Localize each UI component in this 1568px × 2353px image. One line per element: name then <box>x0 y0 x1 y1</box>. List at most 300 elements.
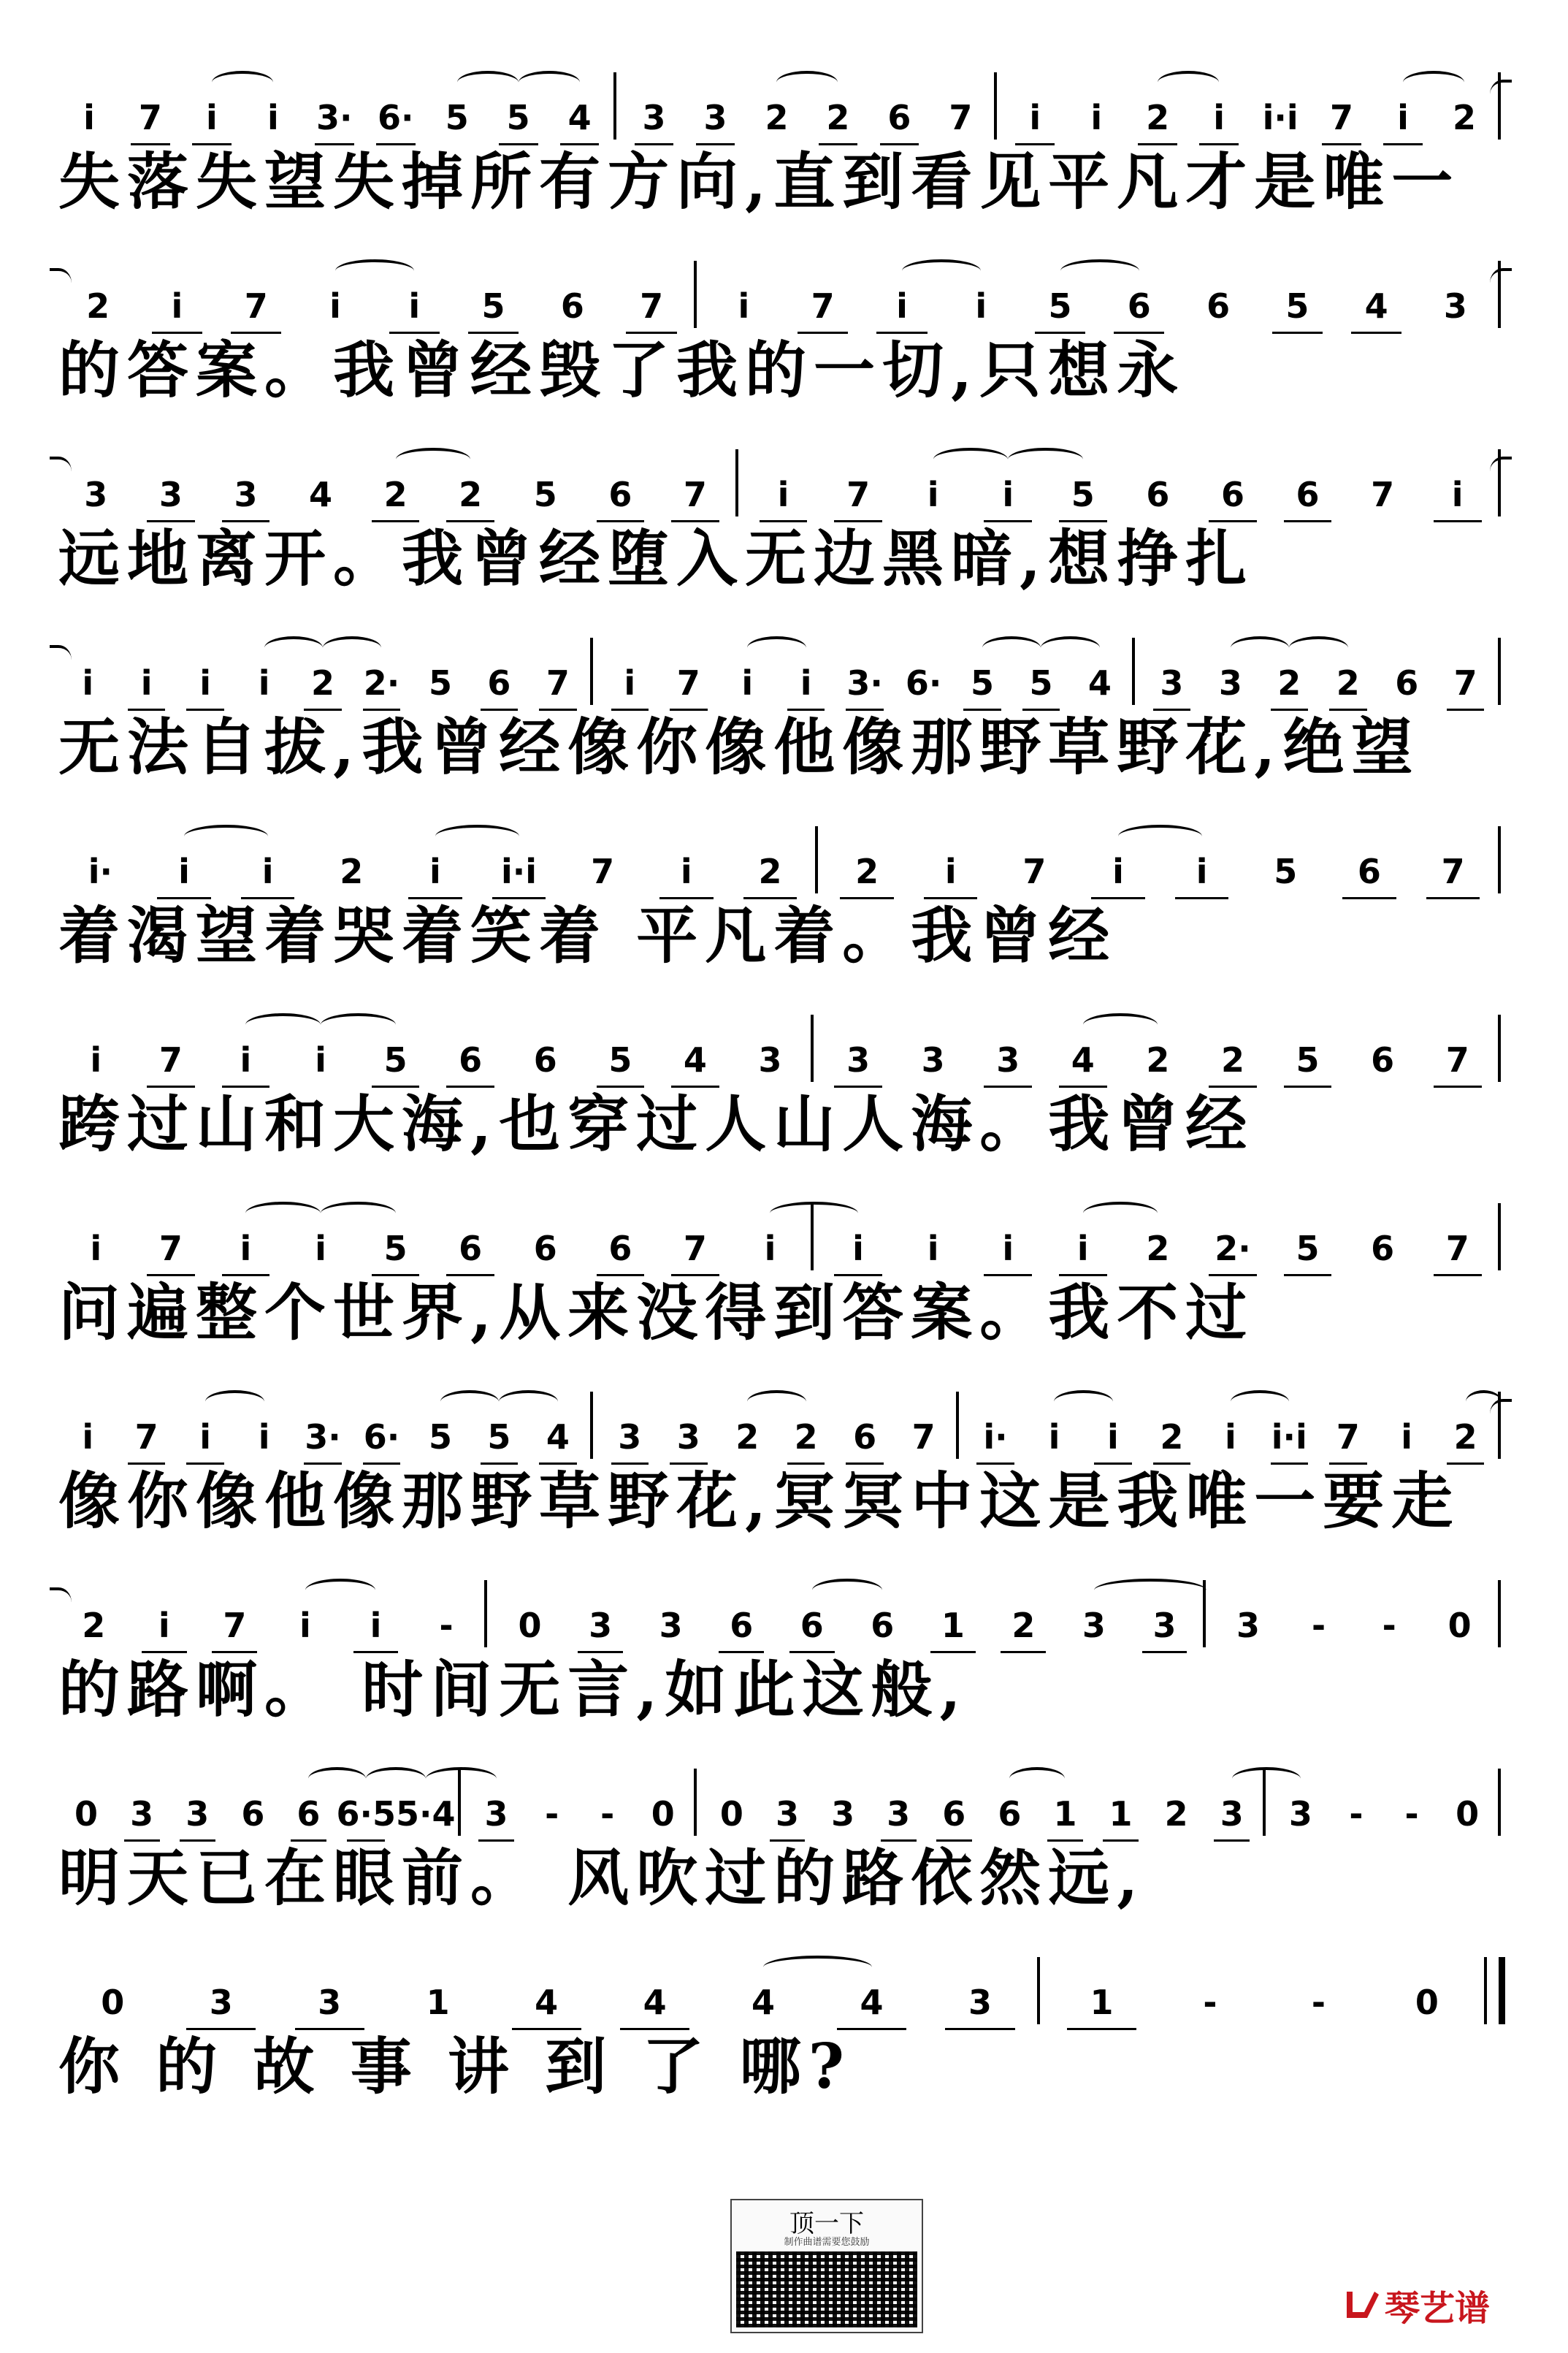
note-numeral: 5 <box>454 284 532 328</box>
note-numeral: 3 <box>758 1040 782 1080</box>
note-numeral: 6·5 <box>336 1792 396 1836</box>
note-numeral: i <box>821 1227 896 1270</box>
note-numeral: i <box>1188 96 1250 140</box>
tie-slur <box>1083 1013 1158 1037</box>
note-numeral: 2 <box>294 661 352 705</box>
note-numeral: 2 <box>1142 1415 1201 1459</box>
tie-slur <box>335 259 414 283</box>
tie-slur <box>321 1013 396 1037</box>
tie-continuation-right <box>1490 268 1512 293</box>
notation-row <box>58 1200 1508 1270</box>
notation-row <box>58 1012 1508 1082</box>
note-numeral: 0 <box>651 1794 675 1834</box>
barline <box>694 1769 701 1836</box>
barline <box>994 72 1001 140</box>
note-numeral: 3 <box>1288 1794 1312 1834</box>
lyric-line: 像你像他像那野草野花,冥冥中这是我唯一要走 <box>58 1465 1461 1537</box>
tie-slur <box>1094 1579 1206 1602</box>
note-numeral: 3 <box>275 1980 383 2024</box>
note-numeral: 3 <box>624 96 685 140</box>
note-numeral: i <box>909 850 993 893</box>
note-numeral: 2 <box>988 1603 1059 1647</box>
note-numeral: i·i <box>1260 1415 1318 1459</box>
note-numeral: 5 <box>1046 473 1121 516</box>
note-numeral: i <box>1401 1417 1413 1457</box>
note-numeral: 6 <box>1371 1040 1395 1080</box>
note-numeral: 4 <box>492 1980 600 2024</box>
note-numeral: i <box>741 663 754 703</box>
note-numeral: 5 <box>470 1415 528 1459</box>
final-barline <box>1484 1957 1505 2024</box>
note-numeral: 4 <box>549 96 611 140</box>
note-numeral: i <box>258 1417 270 1457</box>
barline <box>694 261 701 328</box>
note-numeral: i <box>644 850 728 893</box>
note-numeral: i <box>863 284 941 328</box>
tie-slur <box>323 636 381 660</box>
note-numeral: 7 <box>134 1038 209 1082</box>
note-numeral: i <box>129 1603 200 1647</box>
note-numeral: i <box>340 1603 411 1647</box>
tie-slur <box>1158 71 1219 94</box>
tie-slur <box>812 1579 883 1602</box>
tie-slur <box>1403 71 1464 94</box>
note-numeral: 3 <box>659 1606 683 1645</box>
note-numeral: i <box>1084 1415 1142 1459</box>
note-numeral: 3 <box>134 473 209 516</box>
note-numeral: 6 <box>1146 475 1170 514</box>
qr-code-icon <box>736 2251 917 2327</box>
note-numeral: 0 <box>518 1606 542 1645</box>
note-numeral: i <box>1004 96 1066 140</box>
note-numeral: 7 <box>199 1603 270 1647</box>
note-numeral: i <box>375 284 454 328</box>
qr-subtitle: 制作曲谱需要您鼓励 <box>784 2237 870 2248</box>
note-numeral: 2 <box>340 852 364 891</box>
barline <box>590 1392 597 1459</box>
note-numeral: 3 <box>921 1040 945 1080</box>
barline <box>1498 1769 1505 1836</box>
note-numeral: i <box>90 1040 102 1080</box>
barline <box>1498 1015 1505 1082</box>
note-numeral: 1 <box>1037 1792 1093 1836</box>
note-numeral: 3· <box>304 96 365 140</box>
note-numeral: 2 <box>1436 1415 1494 1459</box>
lyric-line: 失落失望失掉所有方向,直到看见平凡才是唯一 <box>58 145 1461 218</box>
note-numeral: 7 <box>821 473 896 516</box>
note-numeral: 6 <box>280 1792 336 1836</box>
barline <box>1037 1957 1044 2024</box>
note-numeral: 0 <box>1415 1983 1439 2022</box>
note-numeral: i <box>1076 850 1160 893</box>
note-numeral: 2 <box>1146 1040 1170 1080</box>
note-numeral: 2· <box>352 661 410 705</box>
note-numeral: 5 <box>533 475 557 514</box>
note-numeral: i <box>137 284 216 328</box>
note-numeral: 2 <box>358 473 433 516</box>
note-numeral: 7 <box>911 1417 936 1457</box>
note-numeral: 2· <box>1196 1227 1271 1270</box>
note-numeral: 6 <box>926 1792 982 1836</box>
note-numeral: i <box>176 1415 234 1459</box>
note-numeral: i <box>83 98 95 137</box>
qr-like-box[interactable] <box>730 2199 923 2333</box>
note-numeral: 4 <box>817 1980 925 2024</box>
note-numeral: i <box>975 286 987 326</box>
note-numeral: 1 <box>426 1983 450 2022</box>
tie-slur <box>184 825 268 848</box>
note-numeral: i <box>226 850 310 893</box>
note-numeral: 3 <box>167 1980 275 2024</box>
note-numeral: 2 <box>1127 96 1188 140</box>
brand-name: 琴艺谱 <box>1385 2287 1491 2329</box>
note-numeral: 7 <box>1319 1415 1377 1459</box>
note-numeral: i·i <box>1262 98 1299 137</box>
note-numeral: i <box>90 1229 102 1268</box>
note-numeral: 0 <box>719 1794 743 1834</box>
note-numeral: 3 <box>565 1603 636 1647</box>
note-numeral: 2 <box>735 1417 760 1457</box>
note-numeral: 5 <box>428 663 452 703</box>
tie-slur <box>1054 1390 1112 1414</box>
tie-slur <box>264 636 323 660</box>
note-numeral: i <box>927 475 939 514</box>
dash-extension: - <box>439 1606 454 1645</box>
note-numeral: 3 <box>468 1792 524 1836</box>
note-numeral: i <box>176 661 234 705</box>
note-numeral: 7 <box>1411 850 1495 893</box>
tie-slur <box>902 259 981 283</box>
note-numeral: 1 <box>918 1603 989 1647</box>
note-numeral: 3 <box>1129 1603 1200 1647</box>
note-numeral: 6 <box>241 1794 265 1834</box>
dash-extension: - <box>1311 1983 1326 2022</box>
note-numeral: i <box>1224 1417 1236 1457</box>
note-numeral: i <box>117 661 175 705</box>
note-numeral: 5 <box>445 98 469 137</box>
note-numeral: 7 <box>1420 1227 1495 1270</box>
notation-row <box>58 823 1508 893</box>
tie-slur <box>1232 1767 1301 1791</box>
note-numeral: i· <box>966 1415 1025 1459</box>
notation-row <box>58 69 1508 140</box>
tie-slur <box>1083 1202 1158 1225</box>
lyric-line: 你 的 故 事 讲 到 了 哪? <box>58 2030 852 2102</box>
barline <box>590 638 597 705</box>
tie-slur <box>212 71 273 94</box>
barline <box>484 1580 492 1647</box>
brand-logo <box>1342 2279 1490 2330</box>
tie-slur <box>457 71 519 94</box>
barline <box>956 1392 963 1459</box>
note-numeral: 7 <box>949 98 973 137</box>
barline <box>613 72 621 140</box>
lyric-line: 的路啊。 时间无言,如此这般, <box>58 1653 968 1725</box>
note-numeral: 3 <box>871 1792 926 1836</box>
note-numeral: 7 <box>1436 661 1494 705</box>
lyric-line: 问遍整个世界,从来没得到答案。我不过 <box>58 1276 1255 1349</box>
note-numeral: 4 <box>309 475 333 514</box>
note-numeral: 5 <box>1020 284 1099 328</box>
barline <box>815 826 822 893</box>
note-numeral: 6 <box>868 96 930 140</box>
notation-row <box>58 1577 1508 1647</box>
qr-title: 顶一下 <box>789 2209 864 2238</box>
dash-extension: - <box>1382 1606 1396 1645</box>
notation-row <box>58 1954 1508 2024</box>
note-numeral: 4 <box>1337 284 1416 328</box>
note-numeral: 6 <box>706 1603 777 1647</box>
lyric-line: 着渴望着哭着笑着 平凡着。我曾经 <box>58 899 1117 972</box>
note-numeral: 2 <box>807 96 868 140</box>
lyric-line: 明天已在眼前。 风吹过的路依然远, <box>58 1842 1146 1914</box>
note-numeral: i <box>1090 98 1103 137</box>
dash-extension: - <box>1203 1983 1217 2022</box>
tie-slur <box>933 448 1009 471</box>
note-numeral: 6 <box>560 286 584 326</box>
note-numeral: 5 <box>1274 852 1298 891</box>
tie-slur <box>1231 636 1289 660</box>
note-numeral: 3 <box>208 473 283 516</box>
note-numeral: 3 <box>760 1792 815 1836</box>
note-numeral: 2 <box>1452 98 1476 137</box>
note-numeral: 5 <box>1270 1038 1345 1082</box>
note-numeral: 6 <box>1270 473 1345 516</box>
note-numeral: 7 <box>1022 852 1047 891</box>
tie-slur <box>396 448 471 471</box>
note-numeral: 6 <box>470 661 528 705</box>
note-numeral: 2 <box>1260 661 1318 705</box>
tie-slur <box>1009 1767 1065 1791</box>
note-numeral: 6· <box>352 1415 410 1459</box>
tie-continuation-right <box>1490 457 1512 481</box>
note-numeral: i <box>1046 1227 1121 1270</box>
tie-slur <box>1289 636 1347 660</box>
tie-slur <box>1041 636 1099 660</box>
dash-extension: - <box>1312 1606 1326 1645</box>
note-numeral: 2 <box>728 850 812 893</box>
note-numeral: i <box>971 473 1046 516</box>
tie-slur <box>747 636 806 660</box>
note-numeral: 6 <box>533 1040 557 1080</box>
note-numeral: 2 <box>776 1415 835 1459</box>
barline <box>1498 826 1505 893</box>
barline <box>735 449 743 516</box>
barline <box>1132 638 1139 705</box>
note-numeral: 3· <box>835 661 894 705</box>
note-numeral: i <box>82 1417 94 1457</box>
note-numeral: 5 <box>358 1227 433 1270</box>
tie-continuation-right <box>1490 1399 1512 1424</box>
note-numeral: 6· <box>905 663 942 703</box>
note-numeral: i <box>764 1229 776 1268</box>
note-numeral: 3 <box>169 1792 225 1836</box>
note-numeral: i <box>1048 1417 1060 1457</box>
note-numeral: 0 <box>74 1794 99 1834</box>
note-numeral: 6 <box>1371 1229 1395 1268</box>
lyric-line: 的答案。我曾经毁了我的一切,只想永 <box>58 334 1186 406</box>
note-numeral: 6· <box>365 96 427 140</box>
note-numeral: 5 <box>1258 284 1336 328</box>
barline <box>1498 638 1505 705</box>
notation-row <box>58 1766 1508 1836</box>
tie-slur <box>763 1956 871 1979</box>
lyric-line: 跨过山和大海,也穿过人山人海。我曾经 <box>58 1088 1255 1160</box>
note-numeral: 7 <box>658 473 733 516</box>
note-numeral: 4 <box>529 1415 587 1459</box>
note-numeral: 7 <box>591 852 615 891</box>
note-numeral: 7 <box>1371 475 1395 514</box>
note-numeral: i <box>1420 473 1495 516</box>
note-numeral: 3 <box>831 1794 855 1834</box>
tie-slur <box>776 71 838 94</box>
note-numeral: 5 <box>358 1038 433 1082</box>
note-numeral: 2 <box>433 473 508 516</box>
tie-slur <box>1060 259 1139 283</box>
tie-slur <box>982 636 1041 660</box>
notation-row <box>58 446 1508 516</box>
note-numeral: i <box>1372 96 1434 140</box>
note-numeral: 0 <box>1447 1606 1472 1645</box>
note-numeral: i·i <box>477 850 561 893</box>
tie-slur <box>770 1202 858 1225</box>
note-numeral: i <box>776 661 835 705</box>
note-numeral: 6 <box>998 1794 1022 1834</box>
note-numeral: i <box>315 1040 326 1080</box>
note-numeral: i <box>394 850 478 893</box>
note-numeral: 7 <box>1420 1038 1495 1082</box>
note-numeral: 2 <box>82 1606 106 1645</box>
tie-slur <box>308 1767 366 1791</box>
note-numeral: 5 <box>583 1038 658 1082</box>
dash-extension: - <box>600 1794 615 1834</box>
note-numeral: 3 <box>821 1038 896 1082</box>
note-numeral: 3 <box>1142 661 1201 705</box>
note-numeral: 1 <box>1047 1980 1155 2024</box>
note-numeral: 3 <box>600 1415 659 1459</box>
note-numeral: i <box>746 473 821 516</box>
note-numeral: 4 <box>600 1980 708 2024</box>
note-numeral: 6 <box>583 1227 658 1270</box>
note-numeral: i <box>299 1606 311 1645</box>
tie-slur <box>1118 825 1202 848</box>
note-numeral: 2 <box>1319 661 1377 705</box>
tie-slur <box>245 1013 321 1037</box>
note-numeral: 6 <box>871 1606 895 1645</box>
note-numeral: 2 <box>1164 1794 1188 1834</box>
note-numeral: 3 <box>926 1980 1034 2024</box>
note-numeral: 4 <box>658 1038 733 1082</box>
note-numeral: 6 <box>1206 286 1231 326</box>
note-numeral: 6 <box>1196 473 1271 516</box>
note-numeral: i <box>267 98 279 137</box>
note-numeral: 7 <box>117 1415 175 1459</box>
note-numeral: 6 <box>776 1603 847 1647</box>
note-numeral: 3 <box>1443 286 1467 326</box>
note-numeral: 3 <box>685 96 746 140</box>
note-numeral: i <box>258 663 270 703</box>
note-numeral: 6 <box>583 473 658 516</box>
tie-slur <box>321 1202 396 1225</box>
lyric-line: 远地离开。我曾经堕入无边黑暗,想挣扎 <box>58 522 1255 595</box>
note-numeral: i <box>600 661 659 705</box>
tie-slur <box>366 1767 426 1791</box>
note-numeral: 5 <box>953 661 1011 705</box>
note-numeral: 4 <box>752 1983 776 2022</box>
note-numeral: 0 <box>1456 1794 1480 1834</box>
note-numeral: i <box>329 286 341 326</box>
barline <box>1498 1580 1505 1647</box>
note-numeral: 7 <box>120 96 181 140</box>
note-numeral: i <box>181 96 242 140</box>
note-numeral: 3 <box>1218 663 1242 703</box>
tie-slur <box>519 71 580 94</box>
tie-slur <box>747 1390 806 1414</box>
notation-row <box>58 258 1508 328</box>
note-numeral: 7 <box>784 284 863 328</box>
tie-slur <box>499 1390 557 1414</box>
dash-extension: - <box>1404 1794 1419 1834</box>
notation-row <box>58 635 1508 705</box>
tie-slur <box>426 1767 497 1791</box>
note-numeral: 7 <box>612 284 691 328</box>
tie-continuation-right <box>1490 80 1512 104</box>
note-numeral: i <box>208 1227 283 1270</box>
note-numeral: 7 <box>1311 96 1372 140</box>
tie-slur <box>205 1390 264 1414</box>
note-numeral: 6 <box>433 1227 508 1270</box>
note-numeral: 6 <box>1395 663 1419 703</box>
note-numeral: i <box>927 1229 939 1268</box>
note-numeral: 1 <box>1093 1792 1149 1836</box>
note-numeral: 5·4 <box>395 1794 456 1834</box>
note-numeral: 5 <box>1270 1227 1345 1270</box>
note-numeral: 7 <box>529 661 587 705</box>
note-numeral: 2 <box>825 850 909 893</box>
dash-extension: - <box>545 1794 559 1834</box>
notation-row <box>58 1389 1508 1459</box>
note-numeral: 3 <box>1082 1606 1106 1645</box>
lyric-line: 无法自拔,我曾经像你像他像那野草野花,绝望 <box>58 711 1420 783</box>
tie-slur <box>440 1390 499 1414</box>
note-numeral: 7 <box>658 1227 733 1270</box>
note-numeral: 7 <box>134 1227 209 1270</box>
note-numeral: 4 <box>1087 663 1112 703</box>
note-numeral: 6 <box>1328 850 1412 893</box>
note-numeral: 4 <box>1046 1038 1121 1082</box>
tie-slur <box>1231 1390 1289 1414</box>
tie-slur <box>1008 448 1083 471</box>
barline <box>1498 1203 1505 1270</box>
note-numeral: 3 <box>1236 1606 1261 1645</box>
note-numeral: 6 <box>533 1229 557 1268</box>
tie-slur <box>305 1579 376 1602</box>
note-numeral: 2 <box>765 98 789 137</box>
note-numeral: 7 <box>217 284 296 328</box>
note-numeral: 3 <box>114 1792 169 1836</box>
tie-slur <box>435 825 519 848</box>
note-numeral: 5 <box>1011 661 1070 705</box>
note-numeral: i· <box>88 852 112 891</box>
note-numeral: 2 <box>1196 1038 1271 1082</box>
note-numeral: 5 <box>488 96 549 140</box>
note-numeral: 2 <box>1146 1229 1170 1268</box>
note-numeral: 3· <box>294 1415 352 1459</box>
note-numeral: 3 <box>1204 1792 1260 1836</box>
tie-slur <box>245 1202 321 1225</box>
barline <box>811 1015 818 1082</box>
note-numeral: 2 <box>86 286 110 326</box>
